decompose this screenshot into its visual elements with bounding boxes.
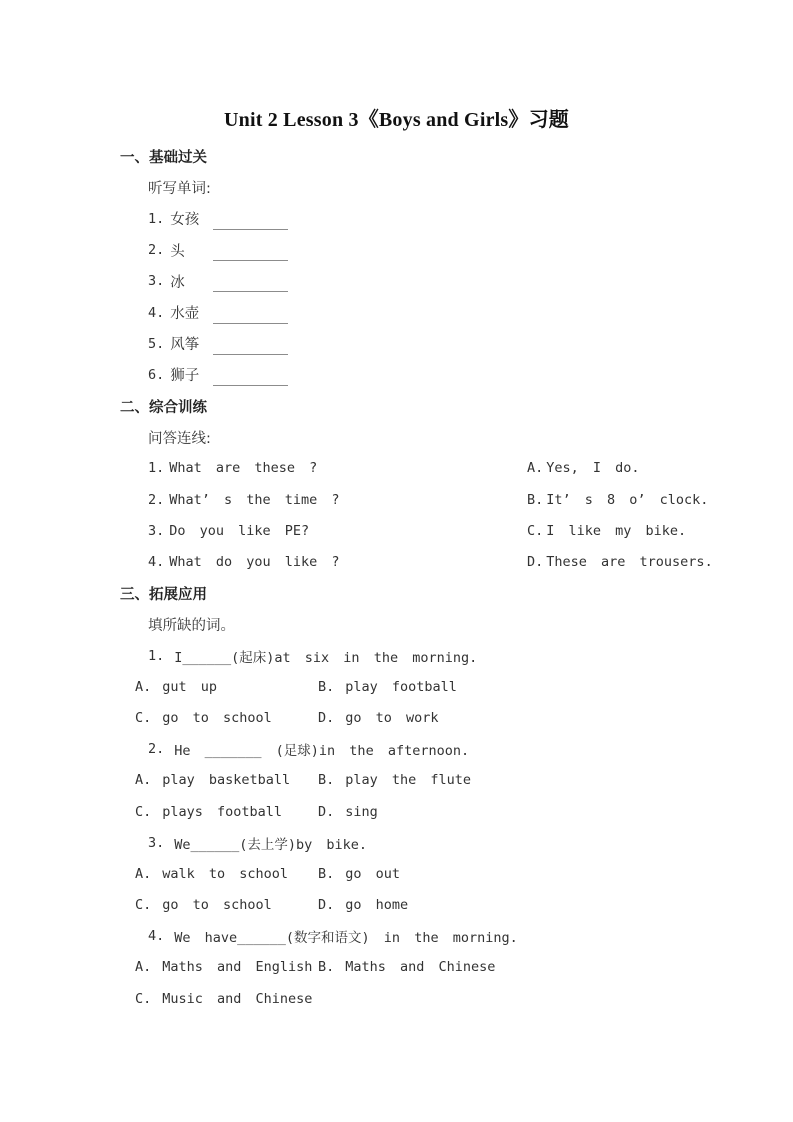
answer-label: D. [527,554,544,571]
option-text: gut up [162,678,218,695]
option [135,897,318,913]
answer-label: C. [527,522,544,539]
question-number: 4. [148,554,165,571]
answer-blank [213,364,288,386]
option [135,959,318,975]
option-row [120,796,793,827]
question-cell [148,523,527,539]
word-chinese: 风筝 [170,337,200,354]
option-text: play basketball [162,772,291,789]
question-text: Do you like PE? [169,522,310,539]
option-text: sing [345,803,378,820]
word-number: 5. [148,335,165,352]
answer-text: It’ s 8 o’ clock. [546,491,709,508]
option [318,772,471,788]
section-2-heading: 二、综合训练 [120,399,207,416]
question-number: 2. [148,491,165,508]
question-cell [148,492,527,508]
word-row [120,235,793,266]
word-row [120,297,793,328]
option-text: go to school [162,897,272,914]
quiz-question-stem [120,734,793,765]
option-text: go home [345,897,409,914]
word-row [120,266,793,297]
option-label: B. [318,678,335,695]
answer-text: Yes, I do. [546,460,640,477]
question-number: 2. [148,741,165,758]
word-row [120,359,793,390]
option-label: A. [135,959,152,976]
word-number: 3. [148,273,165,290]
page-title: Unit 2 Lesson 3《Boys and Girls》习题 [224,109,569,131]
question-number: 3. [148,834,165,851]
question-number: 4. [148,928,165,945]
word-chinese: 头 [170,243,185,260]
qa-row [120,546,793,577]
option-label: D. [318,709,335,726]
word-chinese: 狮子 [170,368,200,385]
word-number: 4. [148,304,165,321]
option-label: B. [318,959,335,976]
question-text: What are these ? [169,460,318,477]
qa-row [120,515,793,546]
question-text: What do you like ? [169,554,340,571]
option-row [120,671,793,702]
option-label: C. [135,897,152,914]
answer-blank [213,333,288,355]
word-chinese: 冰 [170,274,185,291]
answer-blank [213,302,288,324]
option [135,772,318,788]
option-label: B. [318,772,335,789]
section-1-heading: 一、基础过关 [120,150,207,167]
word-number: 2. [148,242,165,259]
section-3-subheading: 填所缺的词。 [148,617,235,634]
question-stem-text: We have______(数字和语文) in the morning. [174,930,518,947]
option [318,710,439,726]
section-1-subheading: 听写单词: [148,181,211,198]
answer-blank [213,208,288,230]
word-number: 1. [148,210,165,227]
worksheet-body [0,141,793,1014]
option-label: D. [318,803,335,820]
answer-blank [213,270,288,292]
option-label: C. [135,803,152,820]
question-stem-text: We______(去上学)by bike. [174,836,368,853]
word-number: 6. [148,366,165,383]
question-cell [148,460,527,476]
option [318,866,400,882]
option-row [120,858,793,889]
option-label: A. [135,865,152,882]
quiz-question-stem [120,640,793,671]
section-2-subheading: 问答连线: [148,430,211,447]
option [318,959,495,975]
qa-row [120,484,793,515]
answer-label: B. [527,491,544,508]
option-text: Music and Chinese [162,990,313,1007]
option-row [120,702,793,733]
option [135,804,318,820]
answer-cell [527,492,708,508]
option-label: B. [318,865,335,882]
question-stem-text: I______(起床)at six in the morning. [174,649,478,666]
option-label: C. [135,709,152,726]
question-cell [148,554,527,570]
option-text: go to school [162,709,272,726]
option [318,679,457,695]
option [318,804,378,820]
word-chinese: 女孩 [170,212,200,229]
qa-row [120,453,793,484]
word-row [120,328,793,359]
option [135,710,318,726]
answer-blank [213,239,288,261]
option-text: go out [345,865,401,882]
question-stem-text: He _______ (足球)in the afternoon. [174,743,470,760]
option-text: walk to school [162,865,289,882]
option-label: C. [135,990,152,1007]
option-row [120,765,793,796]
answer-label: A. [527,460,544,477]
option [135,991,318,1007]
option-text: Maths and English [162,959,313,976]
question-text: What’ s the time ? [169,491,340,508]
quiz-question-stem [120,827,793,858]
quiz-question-stem [120,921,793,952]
option-text: go to work [345,709,439,726]
option-text: Maths and Chinese [345,959,496,976]
answer-text: I like my bike. [546,522,687,539]
option-label: A. [135,772,152,789]
option-row [120,983,793,1014]
option-row [120,952,793,983]
question-number: 1. [148,460,165,477]
answer-cell [527,554,713,570]
option [135,679,318,695]
question-number: 1. [148,647,165,664]
option-label: D. [318,897,335,914]
section-3-heading: 三、拓展应用 [120,586,207,603]
option [135,866,318,882]
option-text: plays football [162,803,283,820]
option-text: play the flute [345,772,472,789]
option-label: A. [135,678,152,695]
answer-cell [527,460,640,476]
answer-cell [527,523,686,539]
word-chinese: 水壶 [170,306,200,323]
option-text: play football [345,678,457,695]
option [318,897,408,913]
question-number: 3. [148,522,165,539]
word-row [120,203,793,234]
option-row [120,890,793,921]
answer-text: These are trousers. [546,554,713,571]
